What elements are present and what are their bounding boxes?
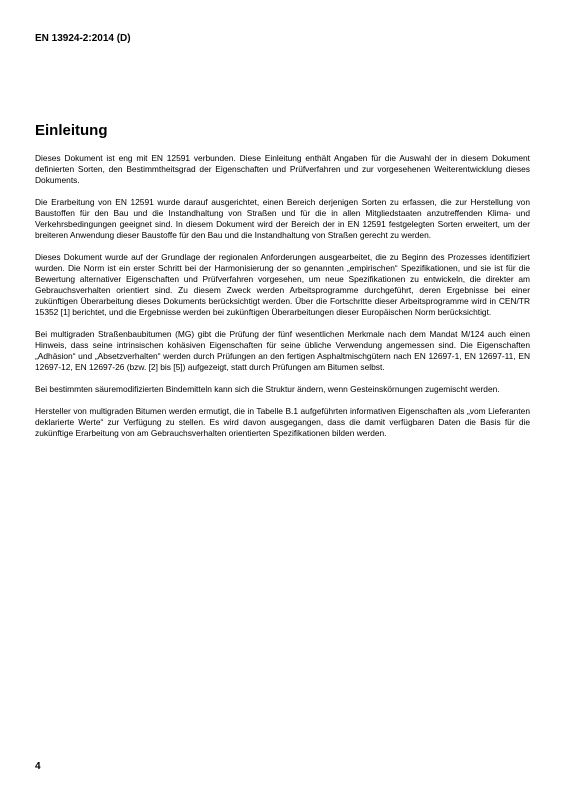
page-number: 4	[35, 761, 41, 772]
section-heading: Einleitung	[35, 122, 108, 139]
paragraph-6: Hersteller von multigraden Bitumen werden ermutigt, die in Tabelle B.1 aufgeführten informativen Eigenschaften als „vom Lieferanten deklarierte Werte“ zur Verfügung zu stellen. Es wird davon ausgegangen, dass die damit verfügbaren Daten die Basis für die zukünftige Erarbeitung von am Gebrauchsverhalten orientierten Spezifikationen bilden werden.	[35, 406, 530, 438]
paragraph-2: Die Erarbeitung von EN 12591 wurde darauf ausgerichtet, einen Bereich derjenigen Sorten zu erfassen, die zur Herstellung von Baustoffen für den Bau und die Instandhaltung von Straßen und für die in allen Mitgliedstaaten anzutreffenden Klima- und Verkehrsbedingungen geeignet sind. In diesem Dokument wird der Bereich der in EN 12591 festgelegten Sorten erweitert, um der breiteren Anwendung dieser Baustoffe für den Bau und die Instandhaltung von Straßen gerecht zu werden.	[35, 197, 530, 240]
section-body	[35, 153, 530, 450]
document-id: EN 13924-2:2014 (D)	[35, 33, 131, 44]
paragraph-1: Dieses Dokument ist eng mit EN 12591 verbunden. Diese Einleitung enthält Angaben für die Auswahl der in diesem Dokument definierten Sorten, den Bestimmtheitsgrad der Eigenschaften und Prüfverfahren und zur vorgesehenen Weiterentwicklung dieses Dokuments.	[35, 153, 530, 185]
paragraph-3: Dieses Dokument wurde auf der Grundlage der regionalen Anforderungen ausgearbeitet, die zu Beginn des Prozesses identifiziert wurden. Die Norm ist ein erster Schritt bei der Harmonisierung der so genannten „empirischen“ Spezifikationen, und sie ist für die Bewertung alternativer Eigenschaften und Prüfverfahren vorgesehen, um neue Spezifikationen zu entwickeln, die direkter am Gebrauchsverhalten orientiert sind. Zu diesem Zweck werden Arbeitsprogramme durchgeführt, deren Ergebnisse bei einer zukünftigen Überarbeitung dieses Dokuments berücksichtigt werden. Über die Fortschritte dieser Arbeitsprogramme wird in CEN/TR 15352 [1] berichtet, und die Ergebnisse werden bei zukünftigen Überarbeitungen dieser Europäischen Norm berücksichtigt.	[35, 252, 530, 317]
paragraph-4: Bei multigraden Straßenbaubitumen (MG) gibt die Prüfung der fünf wesentlichen Merkmale nach dem Mandat M/124 auch einen Hinweis, dass seine intrinsischen kohäsiven Eigenschaften für seine übliche Verwendung angemessen sind. Die Eigenschaften „Adhäsion“ und „Absetzverhalten“ werden durch Prüfungen an den fertigen Asphaltmischgütern nach EN 12697-1, EN 12697-11, EN 12697-12, EN 12697-26 (bzw. [2] bis [5]) aufgezeigt, statt durch Prüfungen am Bitumen selbst.	[35, 329, 530, 372]
paragraph-5: Bei bestimmten säuremodifizierten Bindemitteln kann sich die Struktur ändern, wenn Gesteinskörnungen zugemischt werden.	[35, 384, 500, 394]
